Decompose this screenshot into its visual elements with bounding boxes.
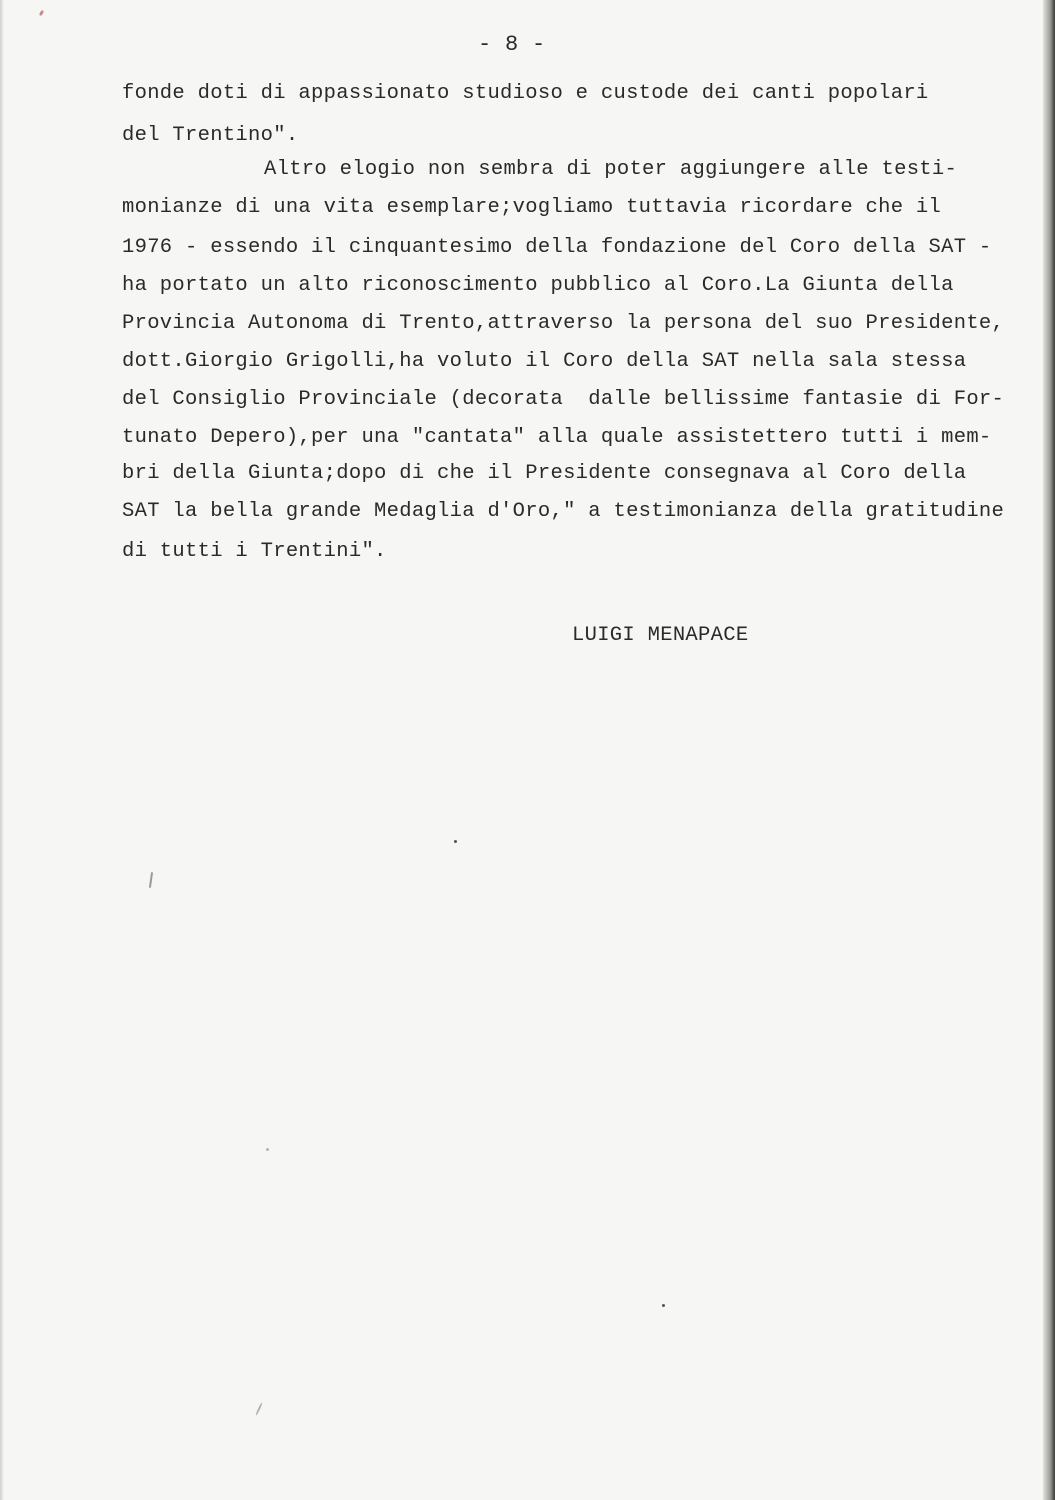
page-left-edge [0,0,4,1500]
body-line: 1976 - essendo il cinquantesimo della fondazione del Coro della SAT - [122,236,992,259]
page-number: - 8 - [478,32,546,57]
body-line: monianze di una vita esemplare;vogliamo tuttavia ricordare che il [122,196,942,219]
body-line: del Trentino". [122,124,299,147]
paper-mark [39,10,45,17]
body-line: Provincia Autonoma di Trento,attraverso la persona del suo Presidente, [122,312,1005,335]
body-line-indented: Altro elogio non sembra di poter aggiungere alle testi- [264,158,958,181]
ink-speck [454,840,457,843]
body-line: del Consiglio Provinciale (decorata dalle bellissime fantasie di For- [122,388,1005,411]
ink-speck [662,1304,665,1307]
body-line: dott.Giorgio Grigolli,ha voluto il Coro della SAT nella sala stessa [122,350,967,373]
body-line: SAT la bella grande Medaglia d'Oro," a testimonianza della gratitudine [122,500,1005,523]
body-line: ha portato un alto riconoscimento pubblico al Coro.La Giunta della [122,274,954,297]
body-line: bri della Giunta;dopo di che il Presidente consegnava al Coro della [122,462,967,485]
paper-mark [149,872,153,888]
body-line: tunato Depero),per una "cantata" alla quale assistettero tutti i mem- [122,426,992,449]
paper-mark [266,1148,269,1151]
body-line: di tutti i Trentini". [122,540,387,563]
page-right-edge-shadow [1043,0,1055,1500]
body-line: fonde doti di appassionato studioso e custode dei canti popolari [122,82,929,105]
paper-mark [255,1402,263,1416]
author-signature: LUIGI MENAPACE [572,624,749,647]
